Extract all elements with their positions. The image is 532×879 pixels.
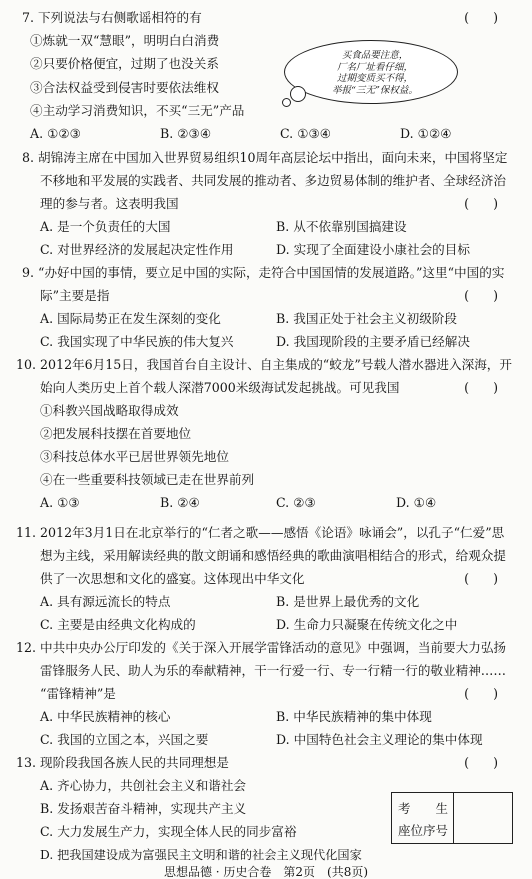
q13-option-b: B. 发扬艰苦奋斗精神，实现共产主义 — [40, 801, 247, 816]
q7-item-1: ①炼就一双“慧眼”，明明白白消费 — [30, 33, 220, 48]
q7-option-d: D. ①②④ — [400, 126, 452, 141]
q13-stem: 13. 现阶段我国各族人民的共同理想是 — [16, 755, 229, 770]
q8-line-2: 不移地和平发展的实践者、共同发展的推动者、多边贸易体制的维护者、全球经济治 — [40, 173, 506, 188]
q9-option-b: B. 我国正处于社会主义初级阶段 — [276, 311, 457, 326]
q7-item-4: ④主动学习消费知识，不买“三无”产品 — [30, 103, 245, 118]
q11-option-d: D. 生命力只凝聚在传统文化之中 — [276, 617, 458, 632]
q7-stem: 7. 下列说法与右侧歌谣相符的有 — [22, 10, 202, 25]
q9-line-1: 9. “办好中国的事情，要立足中国的实际，走符合中国国情的发展道路。”这里“中国的实 — [22, 265, 505, 280]
page-footer: 思想品德 · 历史合卷 第2页 (共8页) — [163, 865, 369, 879]
q13-option-d: D. 把我国建设成为富强民主文明和谐的社会主义现代化国家 — [40, 848, 362, 862]
q8-option-d: D. 实现了全面建设小康社会的目标 — [276, 242, 470, 257]
q7-item-3: ③合法权益受到侵害时要依法维权 — [30, 80, 219, 95]
q8-option-c: C. 对世界经济的发展起决定性作用 — [40, 242, 234, 257]
q10-item-3: ③科技总体水平已居世界领先地位 — [40, 449, 229, 464]
q8-line-1: 8. 胡锦涛主席在中国加入世界贸易组织10周年高层论坛中指出，面向未来，中国将坚定 — [22, 150, 508, 165]
q12-line-3: “雷锋精神”是 — [40, 686, 116, 701]
q10-option-c: C. ②③ — [276, 495, 316, 510]
q10-option-a: A. ①③ — [40, 495, 80, 510]
q9-answer-paren: ( ) — [464, 288, 498, 303]
q9-option-a: A. 国际局势正在发生深刻的变化 — [40, 311, 221, 326]
q10-item-1: ①科教兴国战略取得成效 — [40, 403, 179, 418]
q12-option-d: D. 中国特色社会主义理论的集中体现 — [276, 732, 483, 747]
q10-answer-paren: ( ) — [464, 380, 498, 395]
q10-item-4: ④在一些重要科技领域已走在世界前列 — [40, 472, 255, 487]
q11-line-3: 供了一次思想和文化的盛宴。这体现出中华文化 — [40, 571, 305, 586]
q13-answer-paren: ( ) — [464, 755, 498, 770]
q10-option-d: D. ①④ — [396, 495, 437, 510]
q11-line-2: 想为主线，采用解读经典的散文朗诵和感悟经典的歌曲演唱相结合的形式，给观众提 — [40, 548, 506, 563]
q11-answer-paren: ( ) — [464, 571, 498, 586]
seat-number-label — [392, 793, 454, 843]
q13-option-c: C. 大力发展生产力，实现全体人民的同步富裕 — [40, 824, 297, 839]
q7-answer-paren: ( ) — [464, 10, 498, 25]
bubble-line-1: 买食品要注意， — [341, 50, 409, 61]
q10-item-2: ②把发展科技摆在首要地位 — [40, 426, 192, 441]
q7-option-b: B. ②③④ — [160, 126, 212, 141]
q7-item-2: ②只要价格便宜，过期了也没关系 — [30, 56, 219, 71]
q11-line-1: 11. 2012年3月1日在北京举行的“仁者之歌——感悟《论语》咏诵会”，以孔子“仁爱”思 — [16, 525, 505, 540]
q12-option-a: A. 中华民族精神的核心 — [40, 709, 171, 724]
q12-option-c: C. 我国的立国之本，兴国之要 — [40, 732, 209, 747]
q12-answer-paren: ( ) — [464, 686, 498, 701]
q9-option-d: D. 我国现阶段的主要矛盾已经解决 — [276, 334, 470, 349]
q8-line-3: 理的参与者。这表明我国 — [40, 196, 179, 211]
seat-number-box — [391, 792, 513, 844]
bubble-line-4: 举报“三无”保权益。 — [332, 84, 418, 96]
speech-bubble-tail-small — [282, 98, 291, 107]
q12-line-2: 雷锋服务人民、助人为乐的奉献精神，干一行爱一行、专一行精一行的敬业精神…… — [40, 663, 506, 678]
q11-option-a: A. 具有源远流长的特点 — [40, 594, 171, 609]
q8-option-a: A. 是一个负责任的大国 — [40, 219, 171, 234]
speech-bubble-tail — [290, 86, 306, 102]
q7-option-c: C. ①③④ — [280, 126, 332, 141]
bubble-line-3: 过期变质买不得， — [336, 73, 413, 84]
q12-line-1: 12. 中共中央办公厅印发的《关于深入开展学雷锋活动的意见》中强调，当前要大力弘扬 — [16, 640, 507, 655]
q8-option-b: B. 从不依靠别国搞建设 — [276, 219, 407, 234]
seat-label-seat-no: 座位序号 — [398, 823, 449, 838]
bubble-line-2: 厂名厂址看仔细， — [336, 61, 413, 73]
q11-option-c: C. 主要是由经典文化构成的 — [40, 617, 196, 632]
q11-option-b: B. 是世界上最优秀的文化 — [276, 594, 420, 609]
q12-option-b: B. 中华民族精神的集中体现 — [276, 709, 432, 724]
seat-label-examinee: 考 生 — [398, 801, 449, 816]
q13-option-a: A. 齐心协力，共创社会主义和谐社会 — [40, 778, 247, 793]
q9-line-2: 际”主要是指 — [40, 288, 110, 303]
q10-option-b: B. ②④ — [160, 495, 200, 510]
q10-line-1: 10. 2012年6月15日，我国首台自主设计、自主集成的“蛟龙”号载人潜水器进入深海，开 — [16, 357, 512, 372]
q8-answer-paren: ( ) — [464, 196, 498, 211]
bubble-rhyme — [310, 50, 440, 96]
q7-option-a: A. ①②③ — [30, 126, 81, 141]
q9-option-c: C. 我国实现了中华民族的伟大复兴 — [40, 334, 234, 349]
q10-line-2: 始向人类历史上首个载人深潜7000米级海试发起挑战。可见我国 — [40, 380, 400, 395]
